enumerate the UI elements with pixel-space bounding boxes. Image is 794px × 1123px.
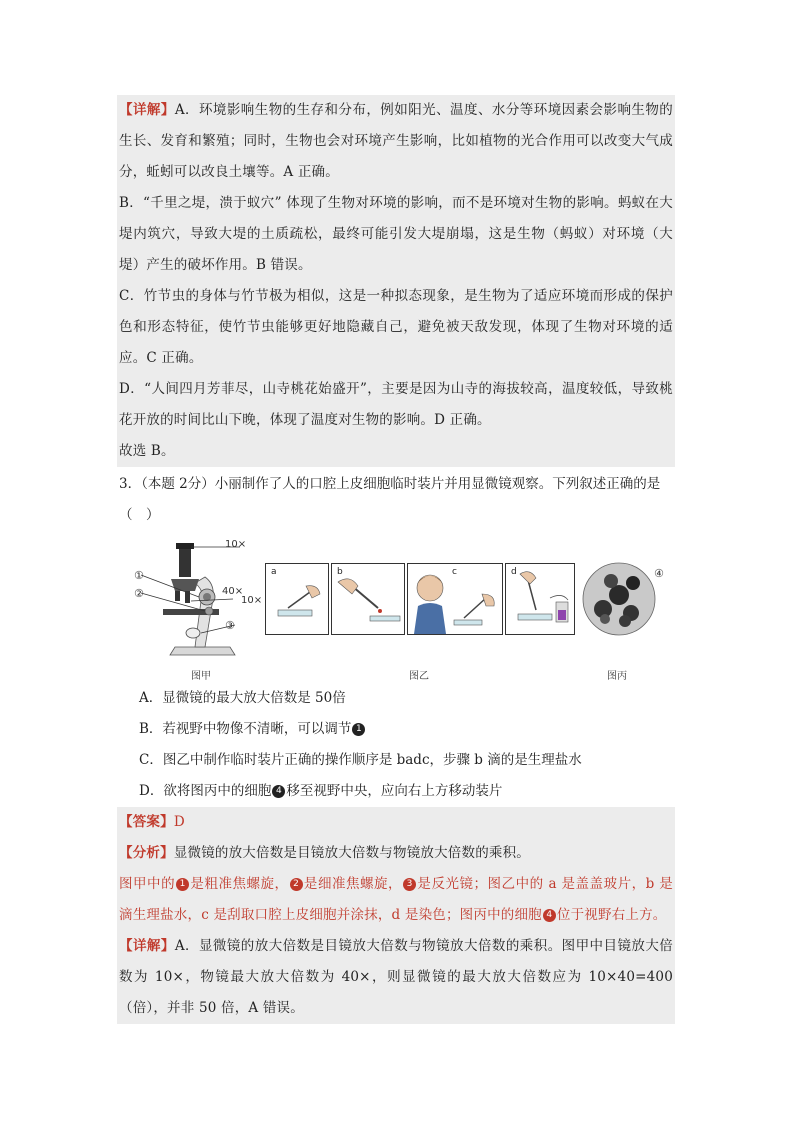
- document-page: [117, 95, 675, 1024]
- answer-tag: 【答案】: [119, 814, 174, 830]
- detail-a-text: A．环境影响生物的生存和分布，例如阳光、温度、水分等环境因素会影响生物的生长、发育和繁殖；同时，生物也会对环境产生影响，比如植物的光合作用可以改变大气成分，蚯蚓可以改良土壤等。A 正确。: [119, 102, 673, 180]
- analysis-text-1: 显微镜的放大倍数是目镜放大倍数与物镜放大倍数的乘积。: [173, 845, 531, 861]
- detail-conclusion: 故选 B。: [119, 443, 175, 459]
- panel-d: [505, 563, 575, 635]
- analysis-part: 图甲中的: [119, 876, 176, 892]
- microscope-field-illustration: [581, 561, 657, 637]
- eyepiece-label: 10×: [225, 539, 247, 550]
- swab-cheek-icon: [408, 564, 502, 634]
- detail-2-text: A．显微镜的放大倍数是目镜放大倍数与物镜放大倍数的乘积。图甲中目镜放大倍数为 10×，物镜最大放大倍数为 40×，则显微镜的最大放大倍数应为 10×40=400（倍），并非 50 倍，A 错误。: [119, 938, 673, 1016]
- staining-icon: [506, 564, 574, 634]
- detail-2: [117, 931, 675, 1024]
- panel-d-letter: d: [511, 567, 517, 577]
- part-3-label: ③: [225, 619, 235, 632]
- dropper-icon: [332, 564, 404, 634]
- objective-40x-label: 40×: [222, 586, 244, 597]
- detail-option-a: [117, 95, 675, 188]
- circled-number: 1: [352, 723, 365, 736]
- figure-jia-caption: 图甲: [191, 671, 211, 682]
- analysis-part: 位于视野右上方。: [556, 907, 667, 923]
- analysis-line-1: [117, 838, 675, 869]
- part-1-label: ①: [134, 569, 144, 582]
- part-2-label: ②: [134, 587, 144, 600]
- analysis-part: 是细准焦螺旋，: [303, 876, 403, 892]
- cell-4-label: ④: [654, 567, 664, 580]
- circled-number: 3: [403, 878, 416, 891]
- panel-c-letter: c: [452, 567, 457, 577]
- figure-bing-caption: 图丙: [607, 671, 627, 682]
- detail-tag: 【详解】: [119, 102, 175, 118]
- question-3-stem: 3．（本题 2分）小丽制作了人的口腔上皮细胞临时装片并用显微镜观察。下列叙述正确的是（ ）: [119, 476, 661, 523]
- question-figure: [117, 533, 675, 683]
- detail-option-b: B．“千里之堤，溃于蚁穴” 体现了生物对环境的影响，而不是环境对生物的影响。蚂蚁在大堤内筑穴，导致大堤的土质疏松，最终可能引发大堤崩塌，这是生物（蚂蚁）对环境（大堤）产生的破坏作用。B 错误。: [119, 195, 673, 273]
- panel-b: [331, 563, 405, 635]
- option-b: [117, 714, 675, 745]
- objective-10x-label: 10×: [241, 595, 263, 606]
- circled-number: 4: [543, 909, 556, 922]
- panel-a: [265, 563, 329, 635]
- option-d-text-post: 移至视野中央，应向右上方移动装片: [286, 783, 503, 799]
- answer-value: D: [173, 814, 185, 830]
- analysis-part: 是粗准焦螺旋，: [190, 876, 289, 892]
- option-c: C．图乙中制作临时装片正确的操作顺序是 badc，步骤 b 滴的是生理盐水: [139, 752, 582, 768]
- analysis-tag: 【分析】: [119, 845, 174, 861]
- figure-yi-caption: 图乙: [409, 671, 429, 682]
- panel-b-letter: b: [337, 567, 343, 577]
- option-b-text: B．若视野中物像不清晰，可以调节: [139, 721, 352, 737]
- circled-number: 2: [290, 878, 303, 891]
- detail-option-d: D．“人间四月芳菲尽，山寺桃花始盛开”，主要是因为山寺的海拔较高，温度较低，导致桃花开放的时间比山下晚，体现了温度对生物的影响。D 正确。: [119, 381, 673, 428]
- cover-slip-icon: [266, 564, 328, 634]
- circled-number: 4: [272, 785, 285, 798]
- answer-line: [117, 807, 675, 838]
- detail-block-1: [117, 95, 675, 467]
- option-d: [117, 776, 675, 807]
- option-a: A．显微镜的最大放大倍数是 50倍: [139, 690, 346, 706]
- analysis-part: 是反光镜；图乙中的 a 是盖盖玻片，b 是滴生理盐水，c 是刮取口腔上皮细胞并涂抹，d 是染色；图丙中的细胞: [119, 876, 674, 923]
- option-d-text-pre: D．欲将图丙中的细胞: [139, 783, 272, 799]
- detail-option-c: C．竹节虫的身体与竹节极为相似，这是一种拟态现象，是生物为了适应环境而形成的保护色和形态特征，使竹节虫能够更好地隐藏自己，避免被天敌发现，体现了生物对环境的适应。C 正确。: [119, 288, 673, 366]
- panel-c: [407, 563, 503, 635]
- explanation-block: [117, 807, 675, 1024]
- panel-a-letter: a: [271, 567, 277, 577]
- analysis-line-2: [117, 869, 675, 931]
- detail-tag: 【详解】: [119, 938, 175, 954]
- circled-number: 1: [176, 878, 189, 891]
